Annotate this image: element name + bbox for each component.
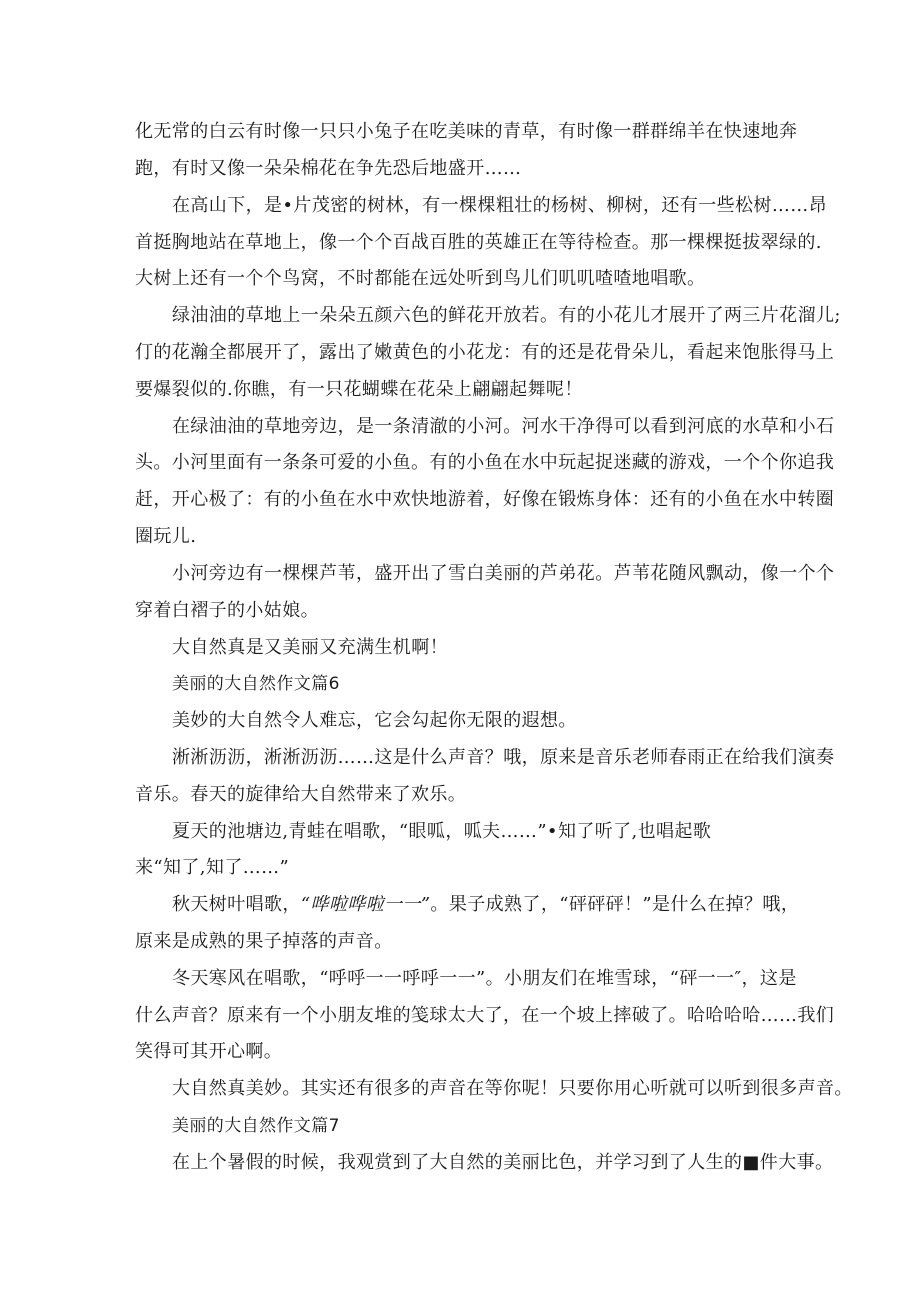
text-line: 化无常的白云有时像一只只小兔子在吃美味的青草，有时像一群群绵羊在快速地奔: [135, 121, 798, 142]
text-line: 圈玩儿.: [135, 526, 197, 547]
text-line: 小河旁边有一棵棵芦苇，盛开出了雪白美丽的芦弟花。芦苇花随风飘动，像一个个: [172, 563, 835, 584]
text-segment: 秋天树叶唱歌，: [172, 894, 301, 915]
italic-quote: “哗啦哗啦一一”: [300, 894, 431, 915]
text-line: 冬天寒风在唱歌，“呼呼一一呼呼一一”。小朋友们在堆雪球，“砰一一″，这是: [172, 968, 797, 989]
section-heading: 美丽的大自然作文篇6: [172, 674, 340, 694]
text-line: 大自然真是又美丽又充满生机啊！: [172, 637, 448, 658]
text-line: 在高山下，是•片茂密的树林，有一棵棵粗壮的杨树、柳树，还有一些松树……昂: [172, 195, 828, 216]
text-line: 在绿油油的草地旁边，是一条清澈的小河。河水干净得可以看到河底的水草和小石: [172, 416, 835, 437]
text-line: 笑得可其开心啊。: [135, 1041, 283, 1062]
text-line: 淅淅沥沥，淅淅沥沥……这是什么声音？哦，原来是音乐老师春雨正在给我们演奏: [172, 747, 835, 768]
text-line: 来“知了,知了……”: [135, 857, 290, 878]
text-line: 跑，有时又像一朵朵棉花在争先恐后地盛开……: [135, 158, 522, 179]
text-line: 原来是成熟的果子掉落的声音。: [135, 931, 393, 952]
text-line: 穿着白褶子的小姑娘。: [135, 600, 319, 621]
text-line: 什么声音？原来有一个小朋友堆的笺球太大了，在一个坡上摔破了。哈哈哈哈……我们: [135, 1005, 835, 1026]
text-line: 绿油油的草地上一朵朵五颜六色的鲜花开放若。有的小花儿才展开了两三片花溜儿;: [172, 305, 841, 326]
text-line: 大自然真美妙。其实还有很多的声音在等你呢！只要你用心听就可以听到很多声音。: [172, 1078, 853, 1099]
section-heading: 美丽的大自然作文篇7: [172, 1116, 340, 1136]
text-line: 赶，开心极了：有的小鱼在水中欢快地游着，好像在锻炼身体：还有的小鱼在水中转圈: [135, 489, 835, 510]
text-line: 大树上还有一个个鸟窝，不时都能在远处听到鸟儿们叽叽喳喳地唱歌。: [135, 268, 706, 289]
text-line: 仃的花瀚全都展开了，露出了嫩黄色的小花龙：有的还是花骨朵儿，看起来饱胀得马上: [135, 342, 835, 363]
text-line: 要爆裂似的.你瞧，有一只花蝴蝶在花朵上翩翩起舞呢！: [135, 379, 583, 400]
text-line: 美妙的大自然令人难忘，它会勾起你无限的遐想。: [172, 710, 577, 731]
text-line: [172, 894, 799, 916]
text-line: 音乐。春天的旋律给大自然带来了欢乐。: [135, 784, 467, 805]
text-line: 夏天的池塘边,青蛙在唱歌，“眼呱，呱夫……”•知了听了,也唱起歌: [172, 821, 712, 842]
text-line: 头。小河里面有一条条可爱的小鱼。有的小鱼在水中玩起捉迷藏的游戏，一个个你追我: [135, 452, 835, 473]
text-line: 在上个暑假的时候，我观赏到了大自然的美丽比色，并学习到了人生的■件大事。: [172, 1152, 834, 1173]
text-segment: 。果子成熟了，“砰砰砰！”是什么在掉？哦，: [430, 894, 800, 915]
text-line: 首挺胸地站在草地上，像一个个百战百胜的英雄正在等待检查。那一棵棵挺拔翠绿的.: [135, 232, 822, 253]
